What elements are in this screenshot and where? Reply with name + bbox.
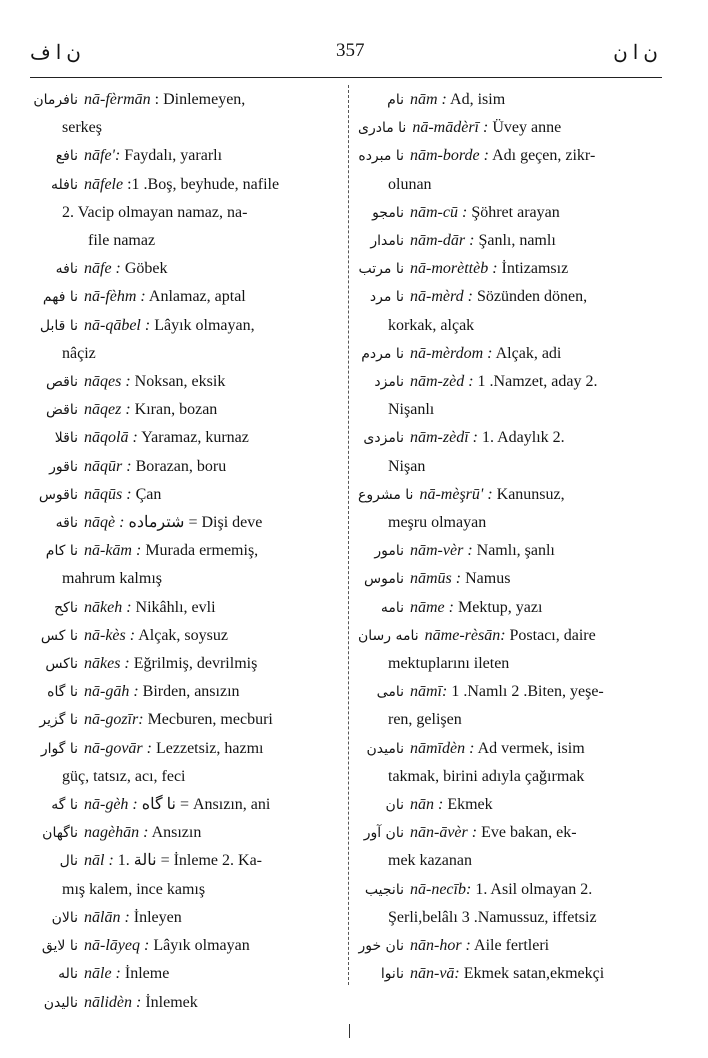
definition: Eğrilmiş, devrilmiş [133,655,258,673]
transliteration: nān-vā: [410,965,460,983]
entry-line [358,819,658,847]
definition: Ad, isim [450,91,506,108]
dictionary-entry [358,594,658,622]
dictionary-entry [32,735,332,791]
dictionary-entry [32,847,332,903]
dictionary-entry [32,424,332,452]
arabic-headword: نام [387,92,404,108]
arabic-headword: ناليدن [43,994,78,1011]
transliteration: nagèhān : [84,824,149,842]
arabic-headword: ناقض [45,402,78,419]
definition: Noksan, eksik [134,373,226,391]
arabic-headword: نا مادرى [358,120,407,137]
transliteration: nālidèn : [84,993,142,1011]
entry-line [358,199,658,227]
arabic-headword: نا گزير [39,712,78,729]
entry-line [32,989,332,1017]
arabic-headword: ناكس [45,656,78,673]
dictionary-entry [32,509,332,537]
dictionary-entry [32,678,332,706]
transliteration: nāmūs : [410,570,462,588]
arabic-headword: نا كام [45,543,78,560]
arabic-headword: ناكح [54,599,78,616]
dictionary-entry [358,678,658,734]
definition: Eve bakan, ek- [481,824,577,842]
arabic-headword: نال [59,853,78,870]
transliteration: nān : [410,796,444,814]
definition-continuation: Nişan [388,457,426,475]
transliteration: nām : [410,91,447,108]
entry-line [32,622,332,650]
dictionary-entry [32,312,332,368]
arabic-headword: نانجيب [364,881,404,898]
arabic-headword: نامجو [372,204,404,221]
entry-line [358,114,658,142]
transliteration: nām-cū : [410,203,468,221]
definition: 1 .Namlı 2 .Biten, yeşe- [451,683,604,701]
definition-continuation: mek kazanan [388,852,472,870]
dictionary-entry [32,171,332,227]
entry-line [32,932,332,960]
entry-line [358,594,658,622]
definition-continuation: güç, tatsız, acı, feci [62,767,186,785]
entry-line [358,227,658,255]
transliteration: nākes : [84,655,130,673]
entry-line [358,791,658,819]
transliteration: nām-zèdī : [410,429,478,447]
entry-line [358,932,658,960]
dictionary-entry [32,594,332,622]
definition: Kıran, bozan [134,401,218,419]
transliteration: nāle : [84,965,121,983]
definition: Birden, ansızın [142,683,240,701]
entry-line [32,142,332,170]
definition: Murada ermemiş, [145,542,259,560]
dictionary-entry [32,989,332,1017]
entry-line [32,791,332,819]
entry-line [32,650,332,678]
definition: 1. Adaylık 2. [481,429,565,447]
arabic-headword: ناگهان [42,825,78,842]
definition: Ad vermek, isim [477,739,585,757]
arabic-headword: نا فهم [42,289,78,306]
definition: Lâyık olmayan [153,937,250,955]
arabic-headword: نا مرتب [358,261,404,278]
definition: Postacı, daire [509,626,596,644]
entry-line [32,368,332,396]
entry-line [32,509,332,537]
arabic-headword: نامور [374,543,404,560]
transliteration: nā-qābel : [84,316,151,334]
arabic-headword: ناقلا [54,430,78,447]
arabic-headword: ناقه [55,515,78,532]
arabic-headword: ناله [58,966,78,983]
transliteration: nām-dār : [410,232,475,250]
dictionary-entry [358,199,658,227]
transliteration: nāmī: [410,683,448,701]
arabic-headword: نا مشروع [358,486,414,503]
definition: Sözünden dönen, [476,288,588,306]
arabic-headword: نا مبرده [358,148,404,165]
entry-line [32,453,332,481]
definition: Çan [135,485,162,503]
transliteration: nālān : [84,908,130,926]
arabic-headword: ناميدن [366,740,404,757]
definition: Mektup, yazı [457,598,543,616]
transliteration: nā-govār : [84,739,152,757]
left-column [32,86,332,1017]
arabic-headword: نامه [380,599,404,616]
dictionary-entry [358,819,658,875]
entry-line [32,283,332,311]
entry-line [358,876,658,904]
transliteration: nā-mādèrī : [412,119,489,137]
entry-line [32,678,332,706]
entry-line [32,537,332,565]
arabic-headword: نافرمان [33,92,78,108]
definition: Ekmek satan,ekmekçi [463,965,605,983]
definition: Alçak, soysuz [138,626,228,644]
entry-line [358,537,658,565]
right-column [358,86,658,989]
dictionary-entry [358,340,658,368]
entry-line [358,481,658,509]
arabic-headword: نامى [376,684,404,701]
transliteration: nāqūs : [84,485,132,503]
entry-line [32,706,332,734]
arabic-headword: نا مردم [361,345,404,362]
dictionary-entry [32,396,332,424]
definition: Namus [465,570,511,588]
arabic-headword: نا گوار [40,740,78,757]
arabic-headword: نا گاه [47,684,78,701]
definition: نا گاه = Ansızın, ani [141,796,271,814]
definition: Adı geçen, zikr- [492,147,596,165]
definition: Üvey anne [492,119,562,137]
transliteration: nā-necīb: [410,880,472,898]
transliteration: nāl : [84,852,114,870]
entry-line [358,678,658,706]
dictionary-entry [32,142,332,170]
entry-line [32,735,332,763]
entry-line [32,227,332,255]
dictionary-entry [358,932,658,960]
entry-line [32,904,332,932]
dictionary-entry [358,537,658,565]
definition: Namlı, şanlı [476,542,555,560]
definition: file namaz [88,232,156,250]
dictionary-entry [358,283,658,339]
definition: 1 .Namzet, aday 2. [477,373,598,391]
dictionary-entry [32,86,332,142]
page-number: 357 [336,40,365,61]
entry-line [32,960,332,988]
definition: Ansızın [151,824,202,842]
entry-line [32,312,332,340]
arabic-headword: نافه [55,261,78,278]
transliteration: nāqez : [84,401,131,419]
arabic-headword: ناموس [364,571,404,588]
definition: İnlemek [145,993,198,1011]
definition: Kanunsuz, [496,485,565,503]
transliteration: nā-mèşrū' : [419,485,493,503]
entry-line [32,86,332,114]
arabic-headword: نالان [51,909,78,926]
transliteration: nāqè : [84,514,125,532]
definition: Aile fertleri [474,937,550,955]
transliteration: nā-fèhm : [84,288,146,306]
transliteration: nām-borde : [410,147,489,165]
arabic-headword: نا لايق [41,938,78,955]
entry-line [358,255,658,283]
arabic-headword: نانوا [380,966,404,983]
entry-line [32,255,332,283]
transliteration: nā-gāh : [84,683,139,701]
dictionary-entry [358,114,658,142]
definition: 1. Asil olmayan 2. [475,880,593,898]
dictionary-entry [358,368,658,424]
definition: Nikâhlı, evli [135,598,216,616]
dictionary-entry [32,791,332,819]
definition-continuation: olunan [388,175,432,193]
dictionary-entry [32,481,332,509]
transliteration: nāqes : [84,373,131,391]
transliteration: nāme-rèsān: [424,626,506,644]
entry-line [358,283,658,311]
definition: Lezzetsiz, hazmı [155,739,264,757]
arabic-headword: ناقور [49,458,78,475]
definition: Lâyık olmayan, [154,316,255,334]
definition: : Dinlemeyen, [154,91,246,108]
header-left-letters: ن ا ف [30,42,81,64]
definition-continuation: meşru olmayan [388,514,487,532]
arabic-headword: نا مرد [369,289,404,306]
entry-line [358,340,658,368]
transliteration: nāmīdèn : [410,739,475,757]
definition-continuation: nâçiz [62,344,96,362]
entry-line [32,819,332,847]
definition: Mecburen, mecburi [147,711,273,729]
dictionary-entry [358,735,658,791]
transliteration: nāfe': [84,147,121,165]
arabic-headword: نا گه [51,797,78,814]
definition: Şöhret arayan [471,203,560,221]
dictionary-entry [358,565,658,593]
transliteration: nā-kām : [84,542,142,560]
arabic-headword: نافله [51,176,78,193]
arabic-headword: نان [385,797,404,814]
header-right-letters: ن ا ن [613,42,658,64]
definition-continuation: mış kalem, ince kamış [62,880,206,898]
arabic-headword: نافع [55,148,78,165]
transliteration: nān-āvèr : [410,824,478,842]
dictionary-entry [32,932,332,960]
definition: 1. نالة = İnleme 2. Ka- [117,852,262,870]
dictionary-entry [358,622,658,678]
definition-continuation: mahrum kalmış [62,570,162,588]
dictionary-entry [358,424,658,480]
definition: Faydalı, yararlı [124,147,223,165]
transliteration: nāfele [84,175,124,193]
definition: İntizamsız [501,260,569,278]
entry-line [358,622,658,650]
arabic-headword: نامزد [374,374,404,391]
dictionary-entry [32,706,332,734]
dictionary-entry [358,142,658,198]
dictionary-entry [32,368,332,396]
dictionary-entry [32,537,332,593]
column-divider [348,85,350,985]
transliteration: nā-kès : [84,626,136,644]
definition: Şanlı, namlı [478,232,556,250]
transliteration: nā-gozīr: [84,711,144,729]
dictionary-entry [358,481,658,537]
entry-line [358,735,658,763]
entry-line [358,424,658,452]
arabic-headword: نامه رسان [358,627,419,644]
definition: شترماده = Dişi deve [128,514,263,532]
transliteration: nākeh : [84,598,132,616]
dictionary-entry [32,819,332,847]
definition: Yaramaz, kurnaz [141,429,249,447]
entry-line [32,594,332,622]
arabic-headword: ناقوس [38,486,78,503]
definition-continuation: Nişanlı [388,401,435,419]
transliteration: nā-lāyeq : [84,937,150,955]
dictionary-entry [32,255,332,283]
definition-continuation: Şerli,belâlı 3 .Namussuz, iffetsiz [388,908,597,926]
transliteration: nāqūr : [84,457,132,475]
transliteration: nām-vèr : [410,542,473,560]
dictionary-entry [32,650,332,678]
entry-line [358,960,658,988]
entry-line [32,424,332,452]
definition-continuation: ren, gelişen [388,711,462,729]
definition-continuation: takmak, birini adıyla çağırmak [388,767,585,785]
arabic-headword: نا قابل [39,317,78,334]
transliteration: nā-mèrdom : [410,344,493,362]
dictionary-entry [32,960,332,988]
definition-continuation: mektuplarını ileten [388,655,510,673]
dictionary-entry [358,255,658,283]
transliteration: nā-morèttèb : [410,260,498,278]
dictionary-entry [358,791,658,819]
header-rule [30,77,662,78]
definition: İnleme [124,965,170,983]
transliteration: nāme : [410,598,454,616]
definition: Anlamaz, aptal [148,288,246,306]
definition-continuation: serkeş [62,119,102,137]
definition: İnleyen [133,908,182,926]
arabic-headword: نان خور [358,938,404,955]
definition: Göbek [124,260,168,278]
dictionary-entry [358,960,658,988]
arabic-headword: نان آور [363,825,404,842]
entry-line [358,86,658,114]
dictionary-entry [32,453,332,481]
entry-line [32,847,332,875]
entry-line [358,142,658,170]
entry-line [358,565,658,593]
arabic-headword: ناقص [45,374,78,391]
entry-line [32,396,332,424]
dictionary-entry [358,86,658,114]
dictionary-entry [32,227,332,255]
definition-continuation: 2. Vacip olmayan namaz, na- [62,203,248,221]
definition: Ekmek [447,796,493,814]
definition-continuation: korkak, alçak [388,316,475,334]
transliteration: nān-hor : [410,937,471,955]
dictionary-entry [32,283,332,311]
transliteration: nā-mèrd : [410,288,473,306]
arabic-headword: نامزدى [363,430,404,447]
arabic-headword: نامدار [370,233,404,250]
entry-line [358,368,658,396]
entry-line [32,481,332,509]
transliteration: nām-zèd : [410,373,474,391]
dictionary-entry [32,904,332,932]
transliteration: nā-gèh : [84,796,138,814]
transliteration: nāfe : [84,260,121,278]
bottom-mark [349,1024,350,1038]
definition: Alçak, adi [495,344,562,362]
dictionary-entry [32,622,332,650]
definition: Borazan, boru [135,457,227,475]
dictionary-entry [358,876,658,932]
transliteration: nā-fèrmān [84,91,151,108]
definition: :1 .Boş, beyhude, nafile [127,175,280,193]
transliteration: nāqolā : [84,429,138,447]
arabic-headword: نا كس [40,627,78,644]
dictionary-entry [358,227,658,255]
entry-line [32,171,332,199]
